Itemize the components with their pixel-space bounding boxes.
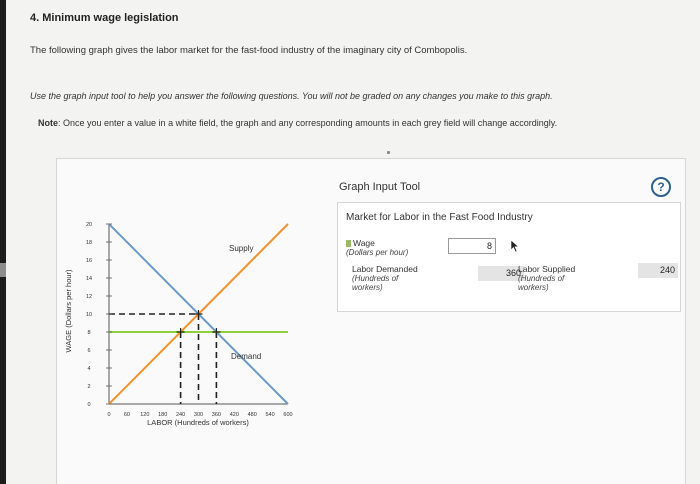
x-tick-label-600: 600: [283, 412, 293, 418]
question-intro: The following graph gives the labor market for the fast-food industry of the imaginary city of Combopolis.: [30, 45, 468, 56]
edge-marker: [0, 263, 6, 277]
y-tick-label-6: 6: [87, 348, 91, 354]
y-tick-label-14: 14: [85, 276, 93, 282]
y-tick-label-2: 2: [87, 384, 91, 390]
labor-demanded-value: 360: [478, 266, 524, 281]
question-instruction: Use the graph input tool to help you answer the following questions. You will not be graded on any changes you make to this graph.: [30, 91, 553, 101]
x-tick-label-480: 480: [247, 412, 257, 418]
y-tick-label-20: 20: [85, 222, 93, 228]
y-axis-label: WAGE (Dollars per hour): [64, 269, 73, 353]
y-tick-label-4: 4: [87, 366, 91, 372]
y-tick-label-10: 10: [85, 312, 93, 318]
x-tick-label-300: 300: [193, 412, 204, 418]
wage-swatch-icon: [346, 240, 351, 247]
y-tick-label-18: 18: [85, 240, 93, 246]
x-tick-label-360: 360: [211, 412, 221, 418]
question-title: 4. Minimum wage legislation: [30, 12, 179, 24]
left-edge-bar: [0, 0, 6, 484]
x-tick-label-240: 240: [176, 412, 186, 418]
demand-label: Demand: [231, 352, 262, 361]
graph-panel: [56, 158, 686, 484]
wage-field-label: Wage (Dollars per hour): [346, 238, 409, 257]
input-tool-box: [337, 202, 681, 312]
stray-mark: [387, 151, 390, 154]
market-title: Market for Labor in the Fast Food Industry: [346, 212, 533, 223]
wage-unit: (Dollars per hour): [346, 248, 409, 257]
y-tick-label-12: 12: [85, 294, 93, 300]
x-tick-label-180: 180: [158, 412, 168, 418]
labor-supplied-label: Labor Supplied (Hundreds of workers): [518, 264, 576, 292]
note-label: Note: [38, 118, 58, 128]
y-tick-label-0: 0: [87, 402, 91, 408]
labor-demanded-label: Labor Demanded (Hundreds of workers): [352, 264, 418, 292]
x-axis-label: LABOR (Hundreds of workers): [147, 418, 249, 427]
x-tick-label-540: 540: [265, 412, 275, 418]
y-tick-label-16: 16: [85, 258, 93, 264]
labor-supplied-value: 240: [638, 263, 678, 278]
cursor-arrow-icon: [510, 239, 520, 253]
supply-label: Supply: [229, 244, 254, 253]
note-text: : Once you enter a value in a white field, the graph and any corresponding amounts in each grey field will change accordingly.: [58, 118, 558, 128]
x-tick-label-0: 0: [107, 412, 111, 418]
x-tick-label-120: 120: [140, 412, 150, 418]
x-tick-label-420: 420: [229, 412, 239, 418]
x-tick-label-60: 60: [123, 412, 130, 418]
y-tick-label-8: 8: [87, 330, 91, 336]
graph-input-tool-title: Graph Input Tool: [339, 181, 421, 193]
wage-input[interactable]: 8: [448, 238, 496, 254]
question-note: [38, 118, 557, 128]
help-icon[interactable]: ?: [651, 177, 671, 197]
graph-lines: [109, 224, 288, 404]
